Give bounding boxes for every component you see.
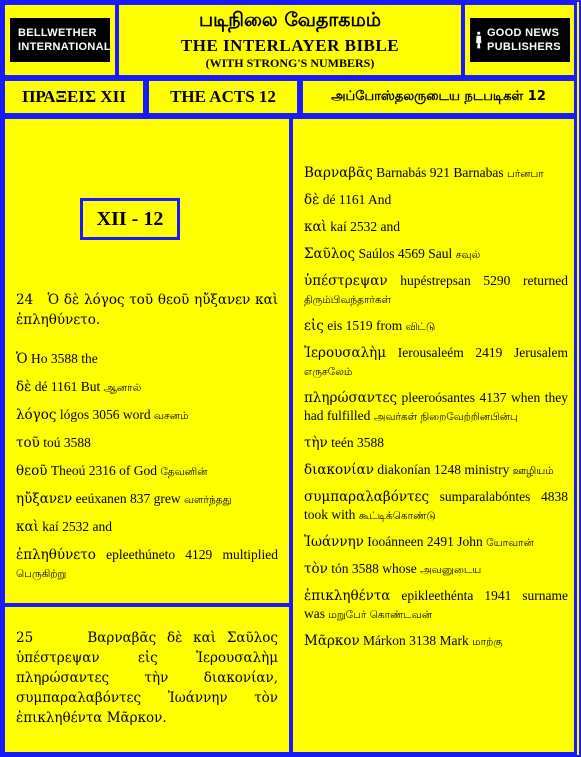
bellwether-logo [10,18,110,62]
tamil-gloss: மாற்கு [472,636,503,648]
transliteration: Ierousaleém [397,345,464,360]
left-word-list [16,350,278,592]
greek-word: Σαῦλος [304,246,356,262]
greek-word: Ἰωάννην [304,534,364,550]
transliteration: Saúlos [358,246,395,261]
english-gloss: But [80,379,101,394]
tamil-gloss: ஊழியம் [512,465,554,477]
verse-24 [16,290,278,330]
verse-24-number: 24 [16,292,34,308]
strongs-number: 4137 [479,390,507,405]
left-logo-box [2,2,118,78]
transliteration: Barnabás [376,165,427,180]
tamil-gloss: அவர்கள் நிறைவேற்றினபின்பு [373,411,518,423]
word-entry [16,378,278,397]
greek-word: δὲ [304,192,320,208]
greek-word: τὴν [304,435,328,451]
transliteration: Iooánneen [367,534,424,549]
transliteration: eis [327,318,343,333]
right-word-list [304,164,568,659]
strongs-number: 4569 [397,246,425,261]
verse-24-greek: Ὁ δὲ λόγος τοῦ θεοῦ ηὔξανεν καὶ ἐπληθύνετο. [16,292,278,328]
word-entry [304,461,568,480]
strongs-number: 1248 [433,462,461,477]
greek-word: πληρώσαντες [304,390,398,406]
word-entry [304,344,568,381]
greek-word: τοῦ [16,435,40,451]
transliteration: kaí [330,219,347,234]
word-entry [304,191,568,210]
english-gloss: grew [153,491,181,506]
greek-word: ἐπληθύνετο [16,547,96,563]
english-gloss: ministry [464,462,510,477]
greek-word: δὲ [16,379,32,395]
tamil-gloss: யோவான் [486,537,534,549]
transliteration: dé [34,379,48,394]
transliteration: toú [43,435,61,450]
tamil-gloss: வளர்ந்தது [183,494,232,506]
verse-25 [16,628,278,728]
strongs-number: 5290 [483,273,511,288]
english-gloss: word [122,407,151,422]
english-gloss: the [81,351,98,366]
english-gloss: Barnabas [453,165,504,180]
tamil-gloss: பெருகிற்று [16,568,67,580]
transliteration: tón [331,561,349,576]
tamil-gloss: சவுல் [455,249,481,261]
english-gloss: of God [119,463,157,478]
strongs-number: 2419 [475,345,503,360]
transliteration: pleeroósantes [401,390,476,405]
word-entry [304,434,568,453]
strongs-number: 2316 [88,463,116,478]
strongs-number: 2532 [350,219,378,234]
english-gloss: John [457,534,483,549]
english-gloss: from [375,318,403,333]
transliteration: teén [331,435,354,450]
transliteration: sumparalabóntes [439,489,531,504]
right-logo-box [462,2,577,78]
tamil-gloss: விட்டு [405,321,436,333]
greek-word: θεοῦ [16,463,48,479]
word-entry [304,317,568,336]
english-gloss: multiplied [222,547,278,562]
chapter-label: XII - 12 [80,198,180,240]
strongs-number: 4129 [185,547,213,562]
strongs-number: 3056 [92,407,120,422]
transliteration: dé [322,192,336,207]
greek-word: Ὁ [16,351,28,367]
word-entry [304,560,568,579]
strongs-number: 3138 [409,633,437,648]
transliteration: eeúxanen [75,491,127,506]
title-box [116,2,464,78]
word-entry [16,518,278,537]
greek-word: Βαρναβᾶς [304,165,373,181]
strongs-number: 3588 [357,435,385,450]
strongs-number: 3588 [63,435,91,450]
english-gloss: Jerusalem [514,345,569,360]
subtitle: (WITH STRONG'S NUMBERS) [205,56,375,70]
section-tamil: அப்போஸ்தலருடைய நடபடிகள் 12 [300,78,577,116]
strongs-number: 1161 [50,379,78,394]
greek-word: καὶ [304,219,327,235]
greek-word: τὸν [304,561,328,577]
title-english: THE INTERLAYER BIBLE [180,36,400,55]
english-gloss: Saul [428,246,453,261]
strongs-number: 3588 [50,351,78,366]
bellwether-logo-text: BELLWETHER INTERNATIONAL [18,27,111,53]
good-news-logo [470,18,570,62]
tamil-gloss: பர்னபா [507,168,544,180]
english-gloss: returned [523,273,568,288]
transliteration: lógos [59,407,90,422]
greek-word: συμπαραλαβόντες [304,489,430,505]
strongs-number: 837 [129,491,151,506]
greek-word: λόγος [16,407,57,423]
greek-word: καὶ [16,519,39,535]
word-entry [304,389,568,426]
greek-word: εἰς [304,318,324,334]
transliteration: Theoú [50,463,86,478]
strongs-number: 1519 [345,318,373,333]
strongs-number: 1941 [484,588,512,603]
transliteration: epikleethénta [401,588,474,603]
strongs-number: 921 [429,165,451,180]
word-entry [304,218,568,237]
good-news-logo-text: GOOD NEWS PUBLISHERS [486,27,561,53]
word-entry [304,632,568,651]
tamil-gloss: அவனுடைய [420,564,482,576]
strongs-number: 1161 [338,192,366,207]
word-entry [304,272,568,309]
tamil-gloss: ஆனால் [103,382,142,394]
tamil-gloss: வசனம் [153,410,189,422]
tamil-gloss: தேவனின் [160,466,208,478]
english-gloss: whose [382,561,417,576]
word-entry [304,245,568,264]
english-gloss: surname was [304,588,569,621]
word-entry [304,533,568,552]
transliteration: Márkon [363,633,406,648]
english-gloss: and [380,219,400,234]
greek-word: ηὔξανεν [16,491,73,507]
word-entry [16,462,278,481]
verse-25-number: 25 [16,630,34,646]
greek-word: Μᾶρκον [304,633,360,649]
english-gloss: Mark [439,633,469,648]
title-tamil: படிநிலை வேதாகமம் [198,9,382,31]
word-entry [16,350,278,369]
word-entry [16,406,278,425]
tamil-gloss: எருசலேம் [304,366,353,378]
tamil-gloss: திரும்பிவந்தார்கள் [304,294,392,306]
greek-word: Ἰερουσαλὴμ [304,345,387,361]
transliteration: hupéstrepsan [400,273,471,288]
english-gloss: And [368,192,392,207]
greek-word: ἐπικληθέντα [304,588,391,604]
tamil-gloss: மறுபேர் கொண்டவன் [328,609,433,621]
english-gloss: took with [304,507,356,522]
greek-word: διακονίαν [304,462,374,478]
transliteration: Ho [30,351,48,366]
strongs-number: 4838 [541,489,568,504]
word-entry [16,434,278,453]
word-entry [304,488,568,525]
transliteration: epleethúneto [106,547,176,562]
strongs-number: 3588 [351,561,379,576]
greek-word: ὑπέστρεψαν [304,273,388,289]
verse-25-greek: Βαρναβᾶς δὲ καὶ Σαῦλος ὑπέστρεψαν εἰς Ἰερουσαλὴμ πληρώσαντες τὴν διακονίαν, συμπαραλαβόντες Ἰωάννην τὸν ἐπικληθέντα Μᾶρκον. [16,630,278,726]
section-greek: ΠΡΑΞΕΙΣ ΧΙΙ [2,78,146,116]
messenger-figure-icon [474,22,483,58]
strongs-number: 2532 [62,519,90,534]
english-gloss: and [92,519,112,534]
strongs-number: 2491 [426,534,454,549]
word-entry [304,164,568,183]
section-english: THE ACTS 12 [146,78,300,116]
transliteration: kaí [42,519,59,534]
word-entry [16,490,278,509]
english-gloss: when they had fulfilled [304,390,568,423]
transliteration: diakonían [377,462,431,477]
word-entry [304,587,568,624]
tamil-gloss: கூட்டிக்கொண்டு [358,510,436,522]
word-entry [16,546,278,583]
